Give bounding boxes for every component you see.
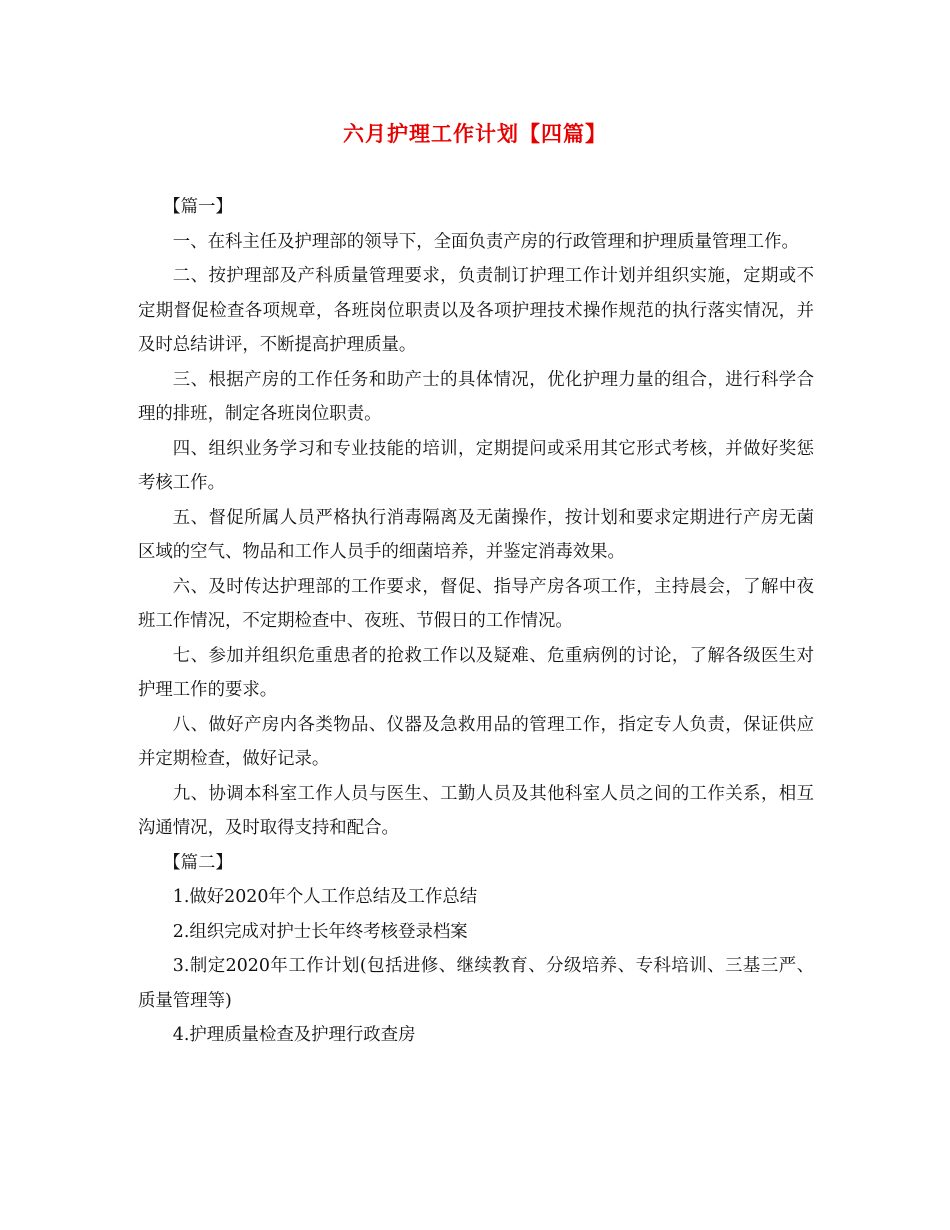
document-body	[138, 190, 814, 1053]
document-title: 六月护理工作计划【四篇】	[343, 121, 607, 146]
list-item: 4.护理质量检查及护理行政查房	[172, 1025, 416, 1045]
paragraph: 二、按护理部及产科质量管理要求，负责制订护理工作计划并组织实施，定期或不定期督促检查各项规章，各班岗位职责以及各项护理技术操作规范的执行落实情况，并及时总结讲评，不断提高护理质量。	[138, 266, 814, 355]
paragraph: 五、督促所属人员严格执行消毒隔离及无菌操作，按计划和要求定期进行产房无菌区域的空气、物品和工作人员手的细菌培养，并鉴定消毒效果。	[138, 507, 814, 562]
list-item: 2.组织完成对护士长年终考核登录档案	[172, 921, 468, 942]
paragraph: 七、参加并组织危重患者的抢救工作以及疑难、危重病例的讨论，了解各级医生对护理工作的要求。	[138, 645, 814, 700]
section-heading: 【篇二】	[163, 852, 233, 873]
paragraph: 八、做好产房内各类物品、仪器及急救用品的管理工作，指定专人负责，保证供应并定期检查，做好记录。	[138, 714, 814, 769]
paragraph: 三、根据产房的工作任务和助产士的具体情况，优化护理力量的组合，进行科学合理的排班，制定各班岗位职责。	[138, 369, 814, 424]
list-item: 3.制定2020年工作计划(包括进修、继续教育、分级培养、专科培训、三基三严、质量管理等)	[138, 956, 814, 1011]
section-heading: 【篇一】	[163, 197, 233, 217]
paragraph: 六、及时传达护理部的工作要求，督促、指导产房各项工作，主持晨会，了解中夜班工作情况，不定期检查中、夜班、节假日的工作情况。	[138, 576, 814, 631]
paragraph: 九、协调本科室工作人员与医生、工勤人员及其他科室人员之间的工作关系，相互沟通情况，及时取得支持和配合。	[138, 783, 814, 838]
paragraph: 四、组织业务学习和专业技能的培训，定期提问或采用其它形式考核，并做好奖惩考核工作。	[138, 438, 814, 493]
list-item: 1.做好2020年个人工作总结及工作总结	[172, 887, 478, 907]
paragraph: 一、在科主任及护理部的领导下，全面负责产房的行政管理和护理质量管理工作。	[172, 231, 799, 252]
